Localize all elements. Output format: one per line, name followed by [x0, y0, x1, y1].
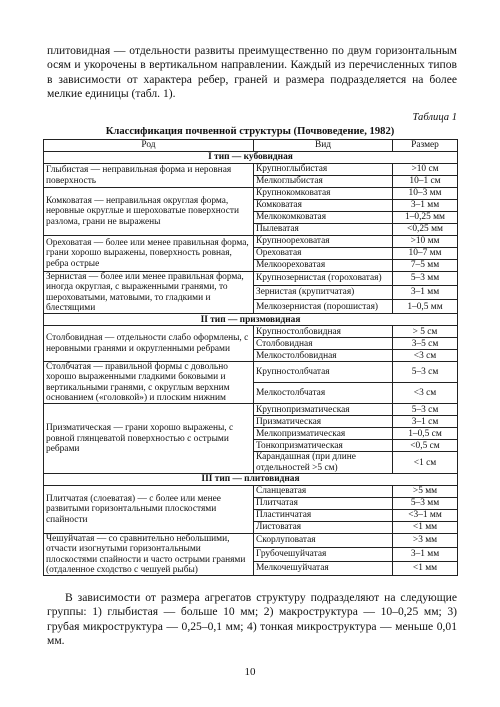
- table-row: [44, 236, 458, 248]
- species-cell: Комковатая: [254, 200, 393, 212]
- group-title: II тип — призмовидная: [44, 314, 458, 326]
- genus-cell: Столбчатая — правильной формы с довольно хорошо выраженными гладкими боковыми и вертикальными гранями, с округлым верхним основанием («головкой») и плоским нижним: [44, 362, 254, 404]
- species-cell: Мелкостолбовидная: [254, 350, 393, 362]
- size-cell: > 5 см: [393, 326, 458, 338]
- size-cell: 3–1 мм: [393, 200, 458, 212]
- intro-paragraph: плитовидная — отдельности развиты преимущественно по двум горизонтальным осям и укорочены в вертикальном направлении. Каждый из перечисленных типов в зависимости от характера ребер, граней и размера подразделяется на более мелкие единицы (табл. 1).: [47, 44, 457, 101]
- size-cell: <3 см: [393, 383, 458, 404]
- size-cell: <3 см: [393, 350, 458, 362]
- species-cell: Мелкопризматическая: [254, 428, 393, 440]
- table-row: [44, 404, 458, 416]
- size-cell: 3–1 мм: [393, 286, 458, 300]
- size-cell: >10 мм: [393, 236, 458, 248]
- size-cell: 5–3 мм: [393, 497, 458, 509]
- size-cell: 7–5 мм: [393, 260, 458, 272]
- table-group-row: [44, 152, 458, 164]
- species-cell: Грубочешуйчатая: [254, 548, 393, 562]
- table-row: [44, 362, 458, 383]
- genus-cell: Зернистая — более или менее правильная форма, иногда округлая, с выраженными гранями, то шероховатыми, матовыми, то гладкими и блестящими: [44, 272, 254, 314]
- size-cell: >10 см: [393, 164, 458, 176]
- size-cell: >5 мм: [393, 485, 458, 497]
- size-cell: 5–3 мм: [393, 272, 458, 286]
- species-cell: Крупностолбовидная: [254, 326, 393, 338]
- outro-text: В зависимости от размера агрегатов структуру подразделяют на следующие группы: 1) глыбистая — больше 10 мм; 2) макроструктура — 10–0,25 мм; 3) грубая микроструктура — 0,25–0,1 мм; 4) тонкая микроструктура — меньше 0,01 мм.: [47, 591, 457, 648]
- species-cell: Крупноглыбистая: [254, 164, 393, 176]
- size-cell: 3–1 мм: [393, 548, 458, 562]
- size-cell: <1 см: [393, 452, 458, 474]
- species-cell: Крупнокомковатая: [254, 188, 393, 200]
- genus-cell: Чешуйчатая — со сравнительно небольшими, отчасти изогнутыми горизонтальными плоскостями спайности и часто острыми гранями (отдаленное сходство с чешуей рыбы): [44, 533, 254, 575]
- species-cell: Мелкостолбчатая: [254, 383, 393, 404]
- table-row: [44, 485, 458, 497]
- species-cell: Карандашная (при длине отдельностей >5 см): [254, 452, 393, 474]
- genus-cell: Плитчатая (слоеватая) — с более или менее развитыми горизонтальными плоскостями спайности: [44, 485, 254, 533]
- species-cell: Сланцеватая: [254, 485, 393, 497]
- size-cell: 3–5 см: [393, 338, 458, 350]
- size-cell: <1 мм: [393, 521, 458, 533]
- table-row: [44, 164, 458, 176]
- species-cell: Скорлуповатая: [254, 533, 393, 547]
- size-cell: 10–7 мм: [393, 248, 458, 260]
- size-cell: >3 мм: [393, 533, 458, 547]
- species-cell: Пылеватая: [254, 224, 393, 236]
- table-row: [44, 272, 458, 286]
- genus-cell: Комковатая — неправильная округлая форма, неровные округлые и шероховатые поверхности разлома, грани не выражены: [44, 188, 254, 236]
- outro-paragraph: [47, 591, 457, 649]
- species-cell: Листоватая: [254, 521, 393, 533]
- size-cell: 10–3 мм: [393, 188, 458, 200]
- species-cell: Столбовидная: [254, 338, 393, 350]
- classification-table: [43, 139, 458, 576]
- size-cell: 5–3 см: [393, 404, 458, 416]
- species-cell: Мелкоглыбистая: [254, 176, 393, 188]
- size-cell: 1–0,25 мм: [393, 212, 458, 224]
- size-cell: <0,25 мм: [393, 224, 458, 236]
- size-cell: 1–0,5 мм: [393, 300, 458, 314]
- page-number: 10: [244, 666, 256, 678]
- size-cell: <0,5 см: [393, 440, 458, 452]
- genus-cell: Столбовидная — отдельности слабо оформлены, с неровными гранями и округленными ребрами: [44, 326, 254, 362]
- table-body: [44, 152, 458, 576]
- size-cell: 1–0,5 см: [393, 428, 458, 440]
- species-cell: Мелкозернистая (порошистая): [254, 300, 393, 314]
- table-header-row: [44, 140, 458, 152]
- genus-cell: Глыбистая — неправильная форма и неровная поверхность: [44, 164, 254, 188]
- species-cell: Тонкопризматическая: [254, 440, 393, 452]
- table-group-row: [44, 473, 458, 485]
- group-title: I тип — кубовидная: [44, 152, 458, 164]
- species-cell: Призматическая: [254, 416, 393, 428]
- header-size: Размер: [393, 140, 458, 152]
- table-title: Классификация почвенной структуры (Почвоведение, 1982): [105, 126, 395, 137]
- header-species: Вид: [254, 140, 393, 152]
- genus-cell: Ореховатая — более или менее правильная форма, грани хорошо выражены, поверхность ровная, ребра острые: [44, 236, 254, 272]
- species-cell: Пластинчатая: [254, 509, 393, 521]
- species-cell: Крупнопризматическая: [254, 404, 393, 416]
- table-row: [44, 188, 458, 200]
- table-label: Таблица 1: [412, 112, 457, 123]
- species-cell: Мелкоореховатая: [254, 260, 393, 272]
- species-cell: Крупноореховатая: [254, 236, 393, 248]
- table-row: [44, 533, 458, 547]
- genus-cell: Призматическая — грани хорошо выражены, с ровной глянцеватой поверхностью с острыми ребрами: [44, 404, 254, 474]
- size-cell: <3–1 мм: [393, 509, 458, 521]
- species-cell: Зернистая (крупитчатая): [254, 286, 393, 300]
- table-group-row: [44, 314, 458, 326]
- species-cell: Крупнозернистая (гороховатая): [254, 272, 393, 286]
- size-cell: 5–3 см: [393, 362, 458, 383]
- size-cell: 3–1 см: [393, 416, 458, 428]
- header-genus: Род: [44, 140, 254, 152]
- size-cell: 10–1 см: [393, 176, 458, 188]
- species-cell: Плитчатая: [254, 497, 393, 509]
- species-cell: Мелкокомковатая: [254, 212, 393, 224]
- group-title: III тип — плитовидная: [44, 473, 458, 485]
- species-cell: Крупностолбчатая: [254, 362, 393, 383]
- size-cell: <1 мм: [393, 562, 458, 576]
- species-cell: Мелкочешуйчатая: [254, 562, 393, 576]
- species-cell: Ореховатая: [254, 248, 393, 260]
- table-row: [44, 326, 458, 338]
